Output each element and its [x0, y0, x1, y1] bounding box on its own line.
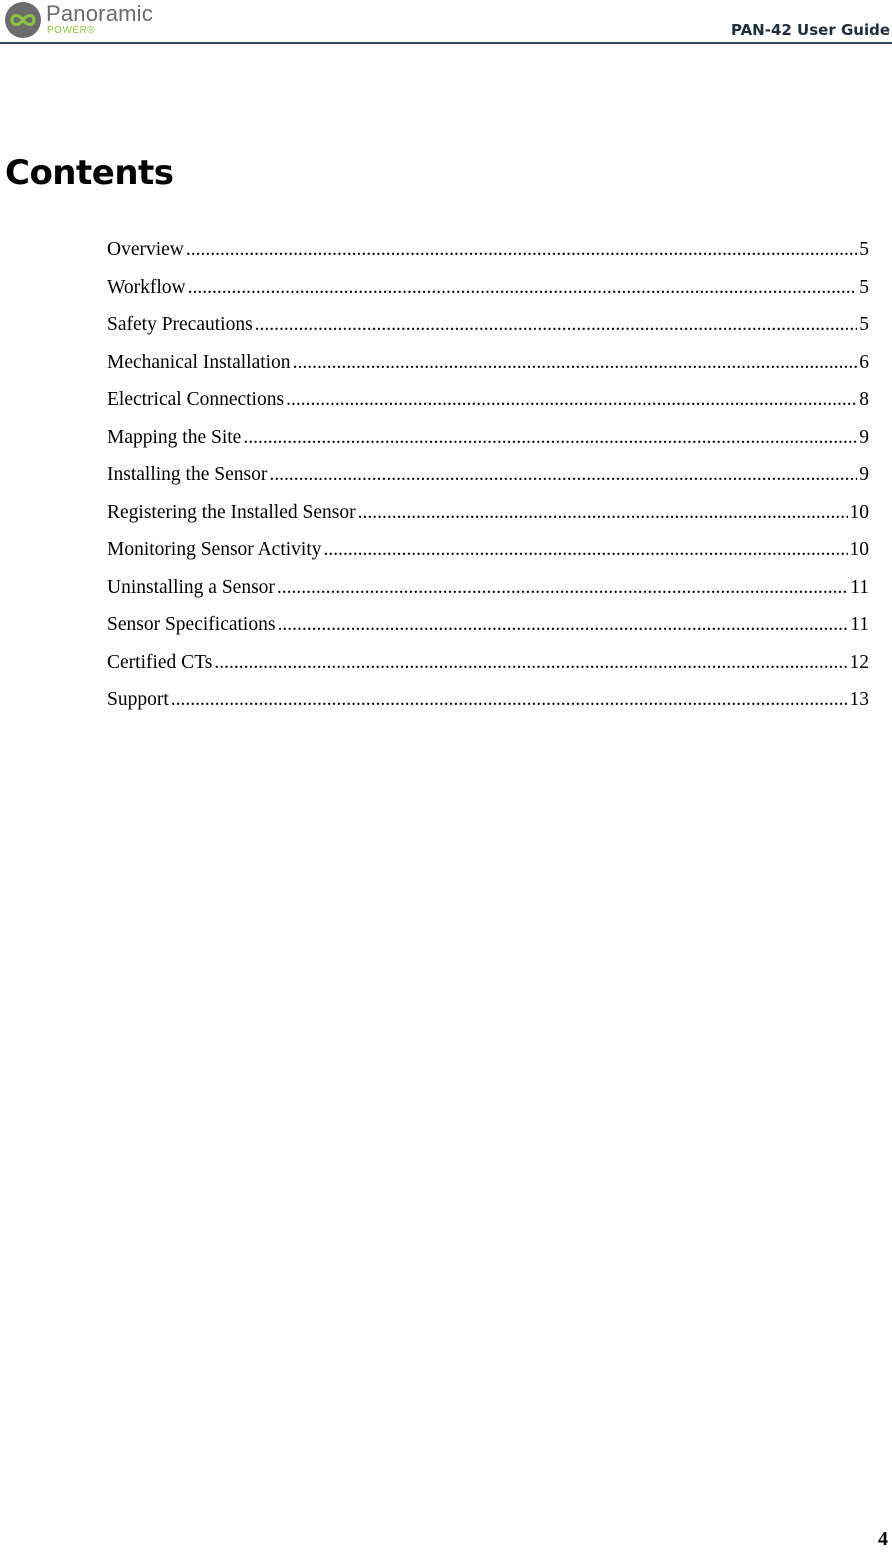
toc-entry[interactable] [107, 499, 869, 537]
toc-entry-page[interactable]: 12 [849, 651, 869, 673]
toc-dot-leader [277, 574, 848, 601]
toc-entry-page[interactable]: 6 [859, 351, 869, 373]
toc-entry-label[interactable]: Workflow [107, 276, 186, 298]
toc-entry[interactable] [107, 424, 869, 462]
toc-entry-label[interactable]: Safety Precautions [107, 314, 253, 335]
toc-entry[interactable] [107, 461, 869, 499]
toc-entry-page[interactable]: 11 [850, 614, 869, 635]
toc-dot-leader [255, 311, 858, 338]
toc-entry-label[interactable]: Mechanical Installation [107, 351, 291, 373]
page-header [0, 0, 892, 46]
toc-entry-page[interactable]: 9 [859, 464, 869, 485]
document-title: PAN-42 User Guide [730, 21, 890, 39]
toc-entry[interactable] [107, 611, 869, 649]
toc-dot-leader [277, 611, 848, 638]
toc-entry-label[interactable]: Support [107, 689, 169, 710]
toc-entry[interactable] [107, 649, 869, 687]
toc-entry-page[interactable]: 10 [849, 501, 869, 523]
toc-dot-leader [293, 349, 858, 376]
toc-entry[interactable] [107, 311, 869, 349]
page-title: Contents [5, 153, 174, 193]
toc-entry-label[interactable]: Installing the Sensor [107, 464, 268, 485]
infinity-logo-icon [4, 1, 42, 39]
toc-dot-leader [243, 424, 857, 451]
toc-dot-leader [286, 386, 857, 413]
toc-dot-leader [171, 686, 848, 713]
toc-entry-page[interactable]: 5 [859, 314, 869, 335]
table-of-contents [107, 236, 869, 724]
toc-entry-page[interactable]: 11 [850, 576, 869, 598]
toc-entry-page[interactable]: 10 [849, 539, 869, 560]
toc-entry-page[interactable]: 9 [859, 426, 869, 448]
toc-dot-leader [269, 461, 857, 488]
toc-entry-page[interactable]: 5 [859, 276, 869, 298]
toc-entry-label[interactable]: Certified CTs [107, 651, 213, 673]
toc-entry-label[interactable]: Monitoring Sensor Activity [107, 539, 322, 560]
toc-entry-label[interactable]: Sensor Specifications [107, 614, 276, 635]
toc-dot-leader [358, 499, 848, 526]
toc-entry[interactable] [107, 236, 869, 274]
logo-subtitle: POWER® [47, 25, 96, 36]
toc-entry[interactable] [107, 536, 869, 574]
toc-entry[interactable] [107, 574, 869, 612]
toc-dot-leader [214, 649, 847, 676]
toc-entry-page[interactable]: 5 [859, 239, 869, 260]
header-divider [0, 42, 892, 44]
toc-entry-label[interactable]: Uninstalling a Sensor [107, 576, 275, 598]
toc-entry[interactable] [107, 386, 869, 424]
logo-name: Panoramic [46, 1, 153, 26]
toc-entry-label[interactable]: Registering the Installed Sensor [107, 501, 356, 523]
toc-entry[interactable] [107, 686, 869, 724]
toc-entry-label[interactable]: Mapping the Site [107, 426, 242, 448]
toc-entry-label[interactable]: Electrical Connections [107, 389, 285, 410]
page-number: 4 [878, 1528, 888, 1550]
toc-entry-page[interactable]: 13 [849, 689, 869, 710]
panoramic-power-logo [4, 1, 164, 41]
toc-entry[interactable] [107, 349, 869, 387]
toc-dot-leader [188, 274, 858, 301]
toc-dot-leader [186, 236, 857, 263]
toc-entry-page[interactable]: 8 [859, 389, 869, 410]
toc-entry-label[interactable]: Overview [107, 239, 184, 260]
toc-dot-leader [324, 536, 848, 563]
toc-entry[interactable] [107, 274, 869, 312]
